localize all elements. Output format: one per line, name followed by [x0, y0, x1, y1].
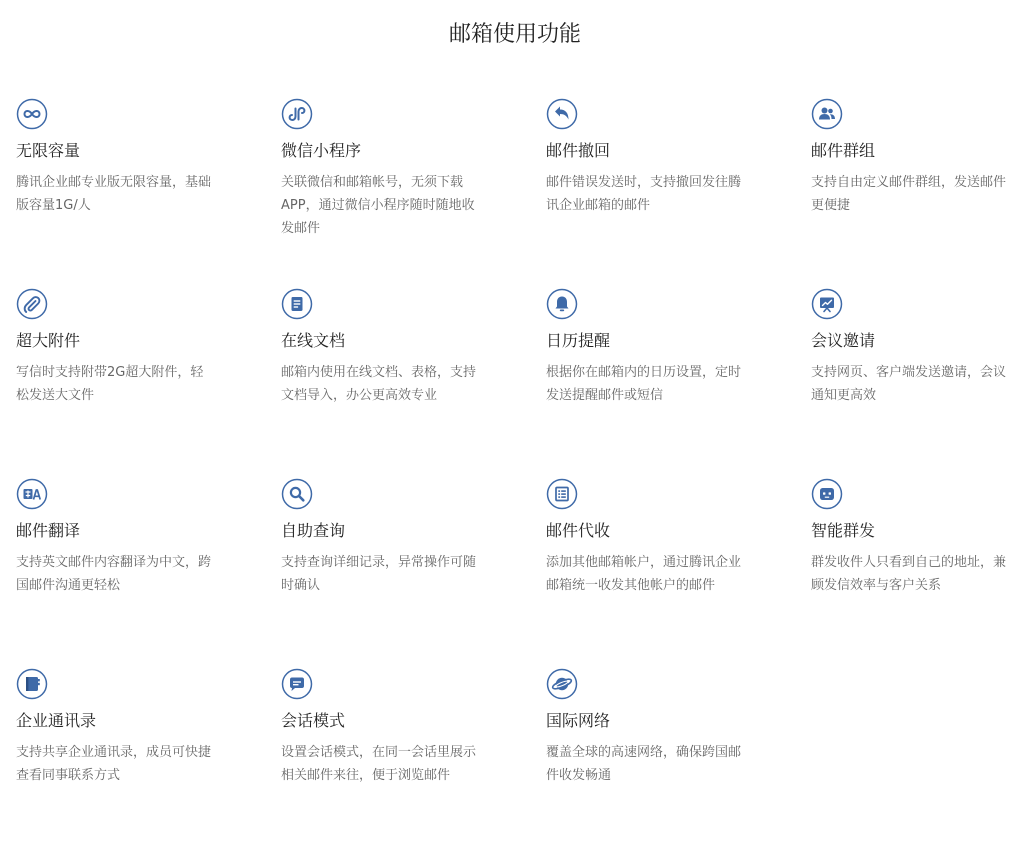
- feature-card: [16, 668, 281, 858]
- feature-description: 支持自由定义邮件群组，发送邮件更便捷: [811, 175, 1007, 213]
- feature-description: 邮箱内使用在线文档、表格，支持文档导入，办公更高效专业: [281, 365, 477, 403]
- contacts-icon: [16, 668, 48, 700]
- feature-description: 支持网页、客户端发送邀请，会议通知更高效: [811, 365, 1007, 403]
- feature-title: 日历提醒: [546, 331, 611, 350]
- feature-title: 智能群发: [811, 521, 876, 540]
- feature-title: 自助查询: [281, 521, 346, 540]
- feature-description: 支持英文邮件内容翻译为中文，跨国邮件沟通更轻松: [16, 555, 212, 593]
- search-icon: [281, 478, 313, 510]
- feature-card: [16, 98, 281, 288]
- feature-description: 腾讯企业邮专业版无限容量，基础版容量1G/人: [16, 175, 212, 213]
- chat-icon: [281, 668, 313, 700]
- feature-card: [281, 98, 546, 288]
- feature-card: [546, 478, 811, 668]
- feature-title: 无限容量: [16, 141, 81, 160]
- feature-card: [546, 288, 811, 478]
- document-icon: [281, 288, 313, 320]
- translate-icon: [16, 478, 48, 510]
- feature-card: [281, 288, 546, 478]
- feature-title: 邮件代收: [546, 521, 611, 540]
- feature-card: [281, 478, 546, 668]
- page-title: 邮箱使用功能: [448, 22, 581, 47]
- globe-icon: [546, 668, 578, 700]
- feature-title: 国际网络: [546, 711, 611, 730]
- mini-program-icon: [281, 98, 313, 130]
- feature-description: 邮件错误发送时，支持撤回发往腾讯企业邮箱的邮件: [546, 175, 742, 213]
- feature-title: 邮件撤回: [546, 141, 611, 160]
- bell-icon: [546, 288, 578, 320]
- feature-card: [811, 478, 1026, 668]
- robot-icon: [811, 478, 843, 510]
- feature-title: 微信小程序: [281, 141, 362, 160]
- infinity-icon: [16, 98, 48, 130]
- feature-card: [16, 288, 281, 478]
- group-icon: [811, 98, 843, 130]
- feature-card: [281, 668, 546, 858]
- feature-card: [546, 668, 811, 858]
- feature-card: [546, 98, 811, 288]
- feature-description: 支持共享企业通讯录，成员可快捷查看同事联系方式: [16, 745, 212, 783]
- feature-card: [16, 478, 281, 668]
- feature-title: 邮件群组: [811, 141, 876, 160]
- feature-description: 覆盖全球的高速网络，确保跨国邮件收发畅通: [546, 745, 742, 783]
- feature-description: 群发收件人只看到自己的地址，兼顾发信效率与客户关系: [811, 555, 1007, 593]
- feature-card: [811, 98, 1026, 288]
- feature-description: 根据你在邮箱内的日历设置，定时发送提醒邮件或短信: [546, 365, 742, 403]
- paperclip-icon: [16, 288, 48, 320]
- recall-icon: [546, 98, 578, 130]
- feature-description: 写信时支持附带2G超大附件，轻松发送大文件: [16, 365, 204, 403]
- feature-description: 支持查询详细记录，异常操作可随时确认: [281, 555, 477, 593]
- presentation-icon: [811, 288, 843, 320]
- feature-title: 超大附件: [16, 331, 81, 350]
- feature-description: 关联微信和邮箱帐号，无须下载APP，通过微信小程序随时随地收发邮件: [281, 175, 475, 236]
- feature-title: 会话模式: [281, 711, 346, 730]
- feature-title: 邮件翻译: [16, 521, 81, 540]
- feature-title: 在线文档: [281, 331, 346, 350]
- feature-title: 企业通讯录: [16, 711, 97, 730]
- feature-description: 设置会话模式，在同一会话里展示相关邮件来往，便于浏览邮件: [281, 745, 477, 783]
- feature-description: 添加其他邮箱帐户，通过腾讯企业邮箱统一收发其他帐户的邮件: [546, 555, 742, 593]
- feature-grid: [16, 98, 1026, 858]
- feature-title: 会议邀请: [811, 331, 876, 350]
- list-icon: [546, 478, 578, 510]
- feature-card: [811, 288, 1026, 478]
